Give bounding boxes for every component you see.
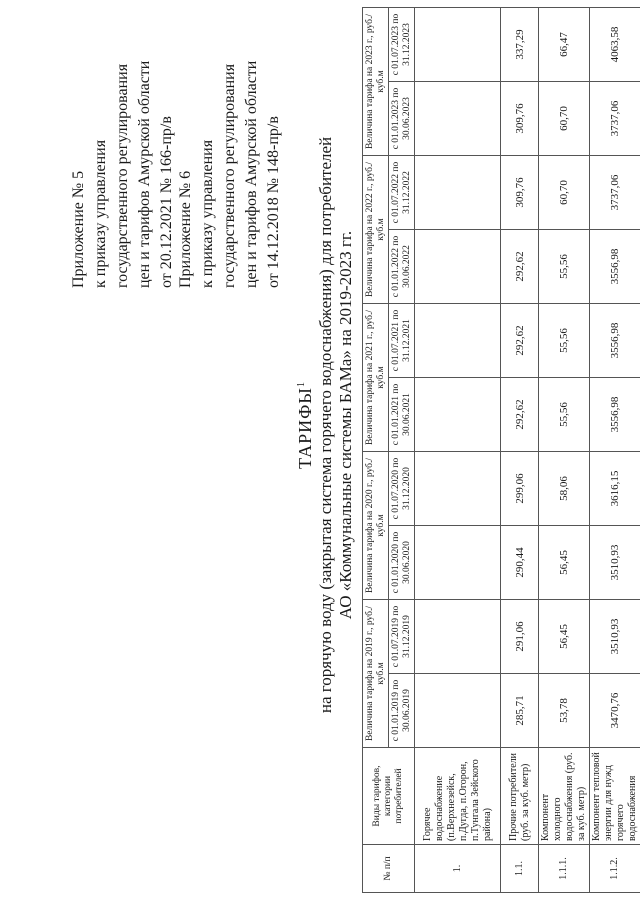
tariff-value (415, 304, 501, 378)
tariff-value: 3470,76 (590, 674, 640, 748)
tariff-value: 3737,06 (590, 82, 640, 156)
tariff-value: 55,56 (539, 378, 590, 452)
table-row (539, 8, 590, 893)
row-number: 1. (415, 845, 501, 893)
table-header-row (363, 8, 389, 893)
tariff-value: 53,78 (539, 674, 590, 748)
year-header-2019: Величина тарифа на 2019 г., руб./куб.м (363, 600, 389, 748)
tariff-value: 292,62 (501, 378, 539, 452)
tariff-value: 3510,93 (590, 526, 640, 600)
appendix-5-line: цен и тарифов Амурской области (136, 60, 153, 288)
period-header: с 01.01.2022 по 30.06.2022 (389, 230, 415, 304)
title-text: ТАРИФЫ (295, 386, 315, 470)
tariff-value (415, 230, 501, 304)
tariff-value: 337,29 (501, 8, 539, 82)
subtitle-line: на горячую воду (закрытая система горячего водоснабжения) для потребителей (316, 136, 335, 714)
tariff-value (415, 378, 501, 452)
document-subtitle (316, 5, 356, 845)
tariff-value (415, 674, 501, 748)
row-number: 1.1. (501, 845, 539, 893)
table-row (590, 8, 640, 893)
tariff-value: 58,06 (539, 452, 590, 526)
title-footnote-mark: 1 (296, 380, 307, 387)
period-header: с 01.01.2020 по 30.06.2020 (389, 526, 415, 600)
row-number: 1.1.1. (539, 845, 590, 893)
appendix-6-line: цен и тарифов Амурской области (243, 60, 260, 288)
period-header: с 01.01.2023 по 30.06.2023 (389, 82, 415, 156)
tariff-value: 60,70 (539, 156, 590, 230)
table-row (501, 8, 539, 893)
appendix-5-line: от 20.12.2021 № 166-пр/в (158, 116, 175, 288)
tariff-value: 290,44 (501, 526, 539, 600)
tariff-value (415, 526, 501, 600)
tariff-value: 3556,98 (590, 378, 640, 452)
tariff-value: 309,76 (501, 156, 539, 230)
appendix-6-line: от 14.12.2018 № 148-пр/в (265, 116, 282, 288)
appendix-6-block (175, 61, 285, 288)
period-header: с 01.07.2019 по 31.12.2019 (389, 600, 415, 674)
tariff-value (415, 600, 501, 674)
tariff-value: 309,76 (501, 82, 539, 156)
tariff-value: 292,62 (501, 230, 539, 304)
column-header-number: № п/п (363, 845, 415, 893)
tariff-value: 66,47 (539, 8, 590, 82)
appendix-6-line: Приложение № 6 (177, 170, 194, 288)
tariff-value: 3616,15 (590, 452, 640, 526)
appendix-6-line: государственного регулирования (221, 63, 238, 288)
tariff-value: 55,56 (539, 230, 590, 304)
tariff-value: 291,06 (501, 600, 539, 674)
year-header-2021: Величина тарифа на 2021 г., руб./куб.м (363, 304, 389, 452)
row-category: Горячее водоснабжение (п.Верхнезейск, п.Дугда, п.Огорон, п.Тунгала Зейского района) (415, 748, 501, 845)
period-header: с 01.01.2019 по 30.06.2019 (389, 674, 415, 748)
appendix-6-line: к приказу управления (199, 139, 216, 288)
row-category: Компонент тепловой энергии для нужд горячего водоснабжения (590, 748, 640, 845)
table-row (415, 8, 501, 893)
tariff-value: 285,71 (501, 674, 539, 748)
column-header-tariff-type: Виды тарифов, категории потребителей (363, 748, 415, 845)
appendix-5-line: к приказу управления (92, 139, 109, 288)
tariff-value (415, 8, 501, 82)
row-category: Компонент холодного водоснабжения (руб. за куб. метр) (539, 748, 590, 845)
period-header: с 01.07.2020 по 31.12.2020 (389, 452, 415, 526)
year-header-2020: Величина тарифа на 2020 г., руб./куб.м (363, 452, 389, 600)
tariff-value: 3510,93 (590, 600, 640, 674)
tariff-value: 3556,98 (590, 230, 640, 304)
document-title (295, 5, 316, 845)
appendix-5-block (68, 61, 178, 288)
tariff-value (415, 156, 501, 230)
tariff-table (362, 7, 640, 893)
tariff-value: 55,56 (539, 304, 590, 378)
appendix-5-line: государственного регулирования (114, 63, 131, 288)
row-category: Прочие потребители (руб. за куб. метр) (501, 748, 539, 845)
appendix-5-line: Приложение № 5 (70, 170, 87, 288)
tariff-value: 4063,58 (590, 8, 640, 82)
period-header: с 01.07.2021 по 31.12.2021 (389, 304, 415, 378)
tariff-value (415, 82, 501, 156)
year-header-2023: Величина тарифа на 2023 г., руб./куб.м (363, 8, 389, 156)
subtitle-line: АО «Коммунальные системы БАМа» на 2019-2023 гг. (336, 230, 355, 620)
tariff-value: 56,45 (539, 600, 590, 674)
tariff-value: 3556,98 (590, 304, 640, 378)
tariff-value: 3737,06 (590, 156, 640, 230)
row-number: 1.1.2. (590, 845, 640, 893)
tariff-value: 292,62 (501, 304, 539, 378)
tariff-value (415, 452, 501, 526)
tariff-value: 56,45 (539, 526, 590, 600)
period-header: с 01.07.2023 по 31.12.2023 (389, 8, 415, 82)
tariff-value: 60,70 (539, 82, 590, 156)
tariff-value: 299,06 (501, 452, 539, 526)
year-header-2022: Величина тарифа на 2022 г., руб./куб.м (363, 156, 389, 304)
period-header: с 01.01.2021 по 30.06.2021 (389, 378, 415, 452)
period-header: с 01.07.2022 по 31.12.2022 (389, 156, 415, 230)
